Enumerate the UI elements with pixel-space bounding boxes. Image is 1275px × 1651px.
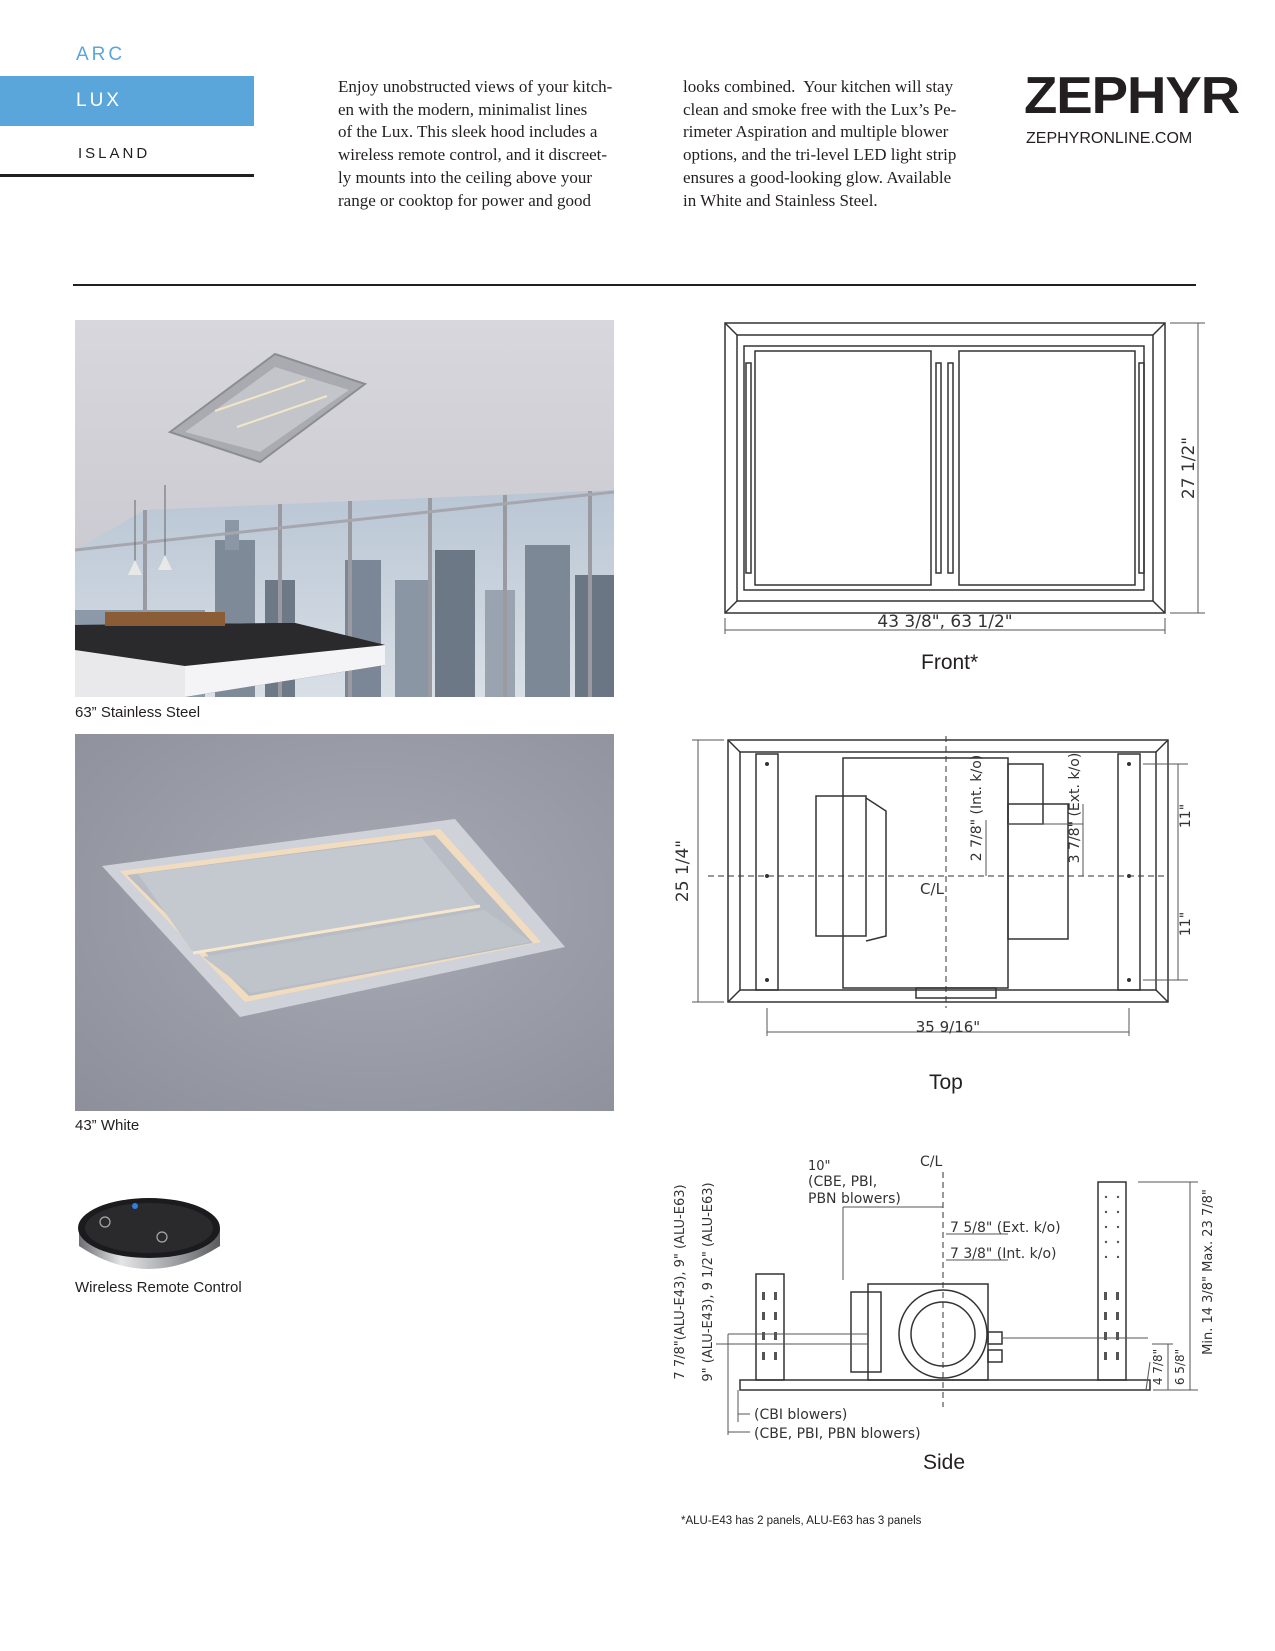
side-ext-knockout: 7 5/8" (Ext. k/o)	[950, 1220, 1061, 1236]
side-blower-offset-line1: 10"	[808, 1159, 831, 1174]
nav-arc[interactable]: ARC	[76, 44, 126, 65]
top-view-drawing	[668, 736, 1208, 1056]
side-blower-offset-line3: PBN blowers)	[808, 1191, 901, 1207]
front-height-dimension: 27 1/2"	[1179, 436, 1199, 500]
top-width-dimension: 35 9/16"	[915, 1018, 981, 1036]
front-panel-right	[959, 351, 1135, 585]
side-centerline: C/L	[920, 1154, 943, 1170]
zephyr-logo: ZEPHYR	[1024, 67, 1240, 125]
intro-text-column-1: Enjoy unobstructed views of your kitch- en with the modern, minimalist lines of the Lux. This sleek hood includes a wireless remote control, and it discreet- ly mounts into the ceiling above your range or cooktop for power and good	[338, 77, 613, 210]
nav-island[interactable]: ISLAND	[78, 145, 151, 162]
side-bracket-right	[1098, 1182, 1126, 1380]
top-lower-half-dimension: 11"	[1178, 911, 1194, 937]
white-hood-photo	[75, 734, 614, 1111]
side-cbi-note: (CBI blowers)	[754, 1407, 848, 1423]
side-right-dimension-1: 4 7/8"	[1151, 1348, 1165, 1386]
intro-text-column-2: looks combined. Your kitchen will stay clean and smoke free with the Lux’s Pe- rimeter Aspiration and multiple blower options, and the tri-level LED light strip ensures a good-looking glow. Available in White and Stainless Steel.	[683, 77, 957, 210]
wireless-remote-photo	[75, 1192, 225, 1287]
nav-lux-label: LUX	[76, 90, 122, 111]
nav-lux-active[interactable]	[0, 76, 254, 126]
front-width-dimension: 43 3/8", 63 1/2"	[877, 612, 1013, 632]
side-view-drawing	[668, 1152, 1228, 1452]
remote-caption: Wireless Remote Control	[75, 1279, 242, 1296]
side-blower-offset-line2: (CBE, PBI,	[808, 1174, 878, 1190]
top-view-label: Top	[929, 1071, 963, 1094]
top-int-knockout: 2 7/8" (Int. k/o)	[969, 754, 985, 862]
top-bracket-left	[756, 754, 778, 990]
top-ext-knockout: 3 7/8" (Ext. k/o)	[1067, 752, 1083, 864]
top-upper-half-dimension: 11"	[1178, 803, 1194, 829]
top-centerline: C/L	[920, 880, 944, 898]
panel-footnote: *ALU-E43 has 2 panels, ALU-E63 has 3 panels	[681, 1515, 922, 1527]
side-int-knockout: 7 3/8" (Int. k/o)	[950, 1246, 1057, 1262]
nav-divider	[0, 174, 254, 177]
side-right-dimension-2: 6 5/8"	[1173, 1348, 1187, 1386]
side-cbe-note: (CBE, PBI, PBN blowers)	[754, 1426, 921, 1442]
top-bracket-right	[1118, 754, 1140, 990]
top-depth-dimension: 25 1/4"	[673, 839, 693, 903]
side-base-plate	[740, 1380, 1150, 1390]
front-panel-left	[755, 351, 931, 585]
stainless-steel-kitchen-photo	[75, 320, 614, 697]
front-outer-frame	[725, 323, 1165, 613]
white-caption: 43” White	[75, 1117, 140, 1134]
side-view-label: Side	[923, 1451, 966, 1474]
front-view-drawing	[720, 318, 1205, 658]
stainless-steel-caption: 63” Stainless Steel	[75, 704, 201, 721]
side-right-dimension-3: Min. 14 3/8" Max. 23 7/8"	[1201, 1189, 1216, 1355]
side-left-dimension-2: 9" (ALU-E43), 9 1/2" (ALU-E63)	[701, 1182, 716, 1382]
front-view-label: Front*	[921, 651, 979, 674]
side-left-dimension-1: 7 7/8"(ALU-E43), 9" (ALU-E63)	[673, 1184, 688, 1380]
website-link[interactable]: ZEPHYRONLINE.COM	[1026, 130, 1193, 147]
section-divider	[73, 284, 1196, 286]
side-bracket-left	[756, 1274, 784, 1380]
